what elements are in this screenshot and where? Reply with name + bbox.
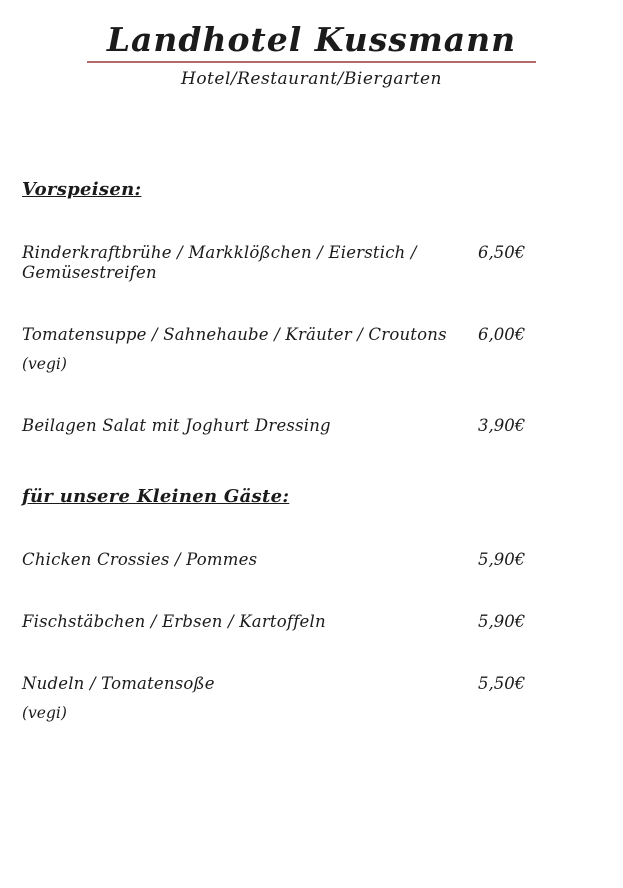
item-name: Nudeln / Tomatensoße	[22, 674, 215, 694]
item-name: Fischstäbchen / Erbsen / Kartoffeln	[22, 612, 326, 632]
item-name: Rinderkraftbrühe / Markklößchen / Eierstich / Gemüsestreifen	[22, 243, 417, 283]
item-price: 6,50€	[478, 243, 526, 263]
menu-item	[22, 325, 601, 374]
item-name: Tomatensuppe / Sahnehaube / Kräuter / Croutons	[22, 325, 447, 345]
menu-item	[22, 243, 601, 283]
item-note: (vegi)	[22, 355, 67, 374]
section-heading: Vorspeisen:	[22, 179, 142, 201]
item-name: Chicken Crossies / Pommes	[22, 550, 258, 570]
menu-item	[22, 416, 601, 436]
page-title: Landhotel Kussmann	[87, 22, 536, 63]
item-price: 3,90€	[478, 416, 526, 436]
item-note: (vegi)	[22, 704, 67, 723]
item-price: 5,90€	[478, 612, 526, 632]
menu-item	[22, 674, 601, 723]
menu-item	[22, 612, 601, 632]
menu-header	[0, 0, 623, 89]
menu-sections	[0, 179, 623, 723]
item-price: 5,90€	[478, 550, 526, 570]
item-price: 6,00€	[478, 325, 526, 345]
section-heading: für unsere Kleinen Gäste:	[22, 486, 290, 508]
page-subtitle: Hotel/Restaurant/Biergarten	[181, 69, 442, 90]
menu-section	[22, 179, 601, 436]
item-price: 5,50€	[478, 674, 526, 694]
menu-item	[22, 550, 601, 570]
item-name: Beilagen Salat mit Joghurt Dressing	[22, 416, 331, 436]
menu-section	[22, 486, 601, 723]
